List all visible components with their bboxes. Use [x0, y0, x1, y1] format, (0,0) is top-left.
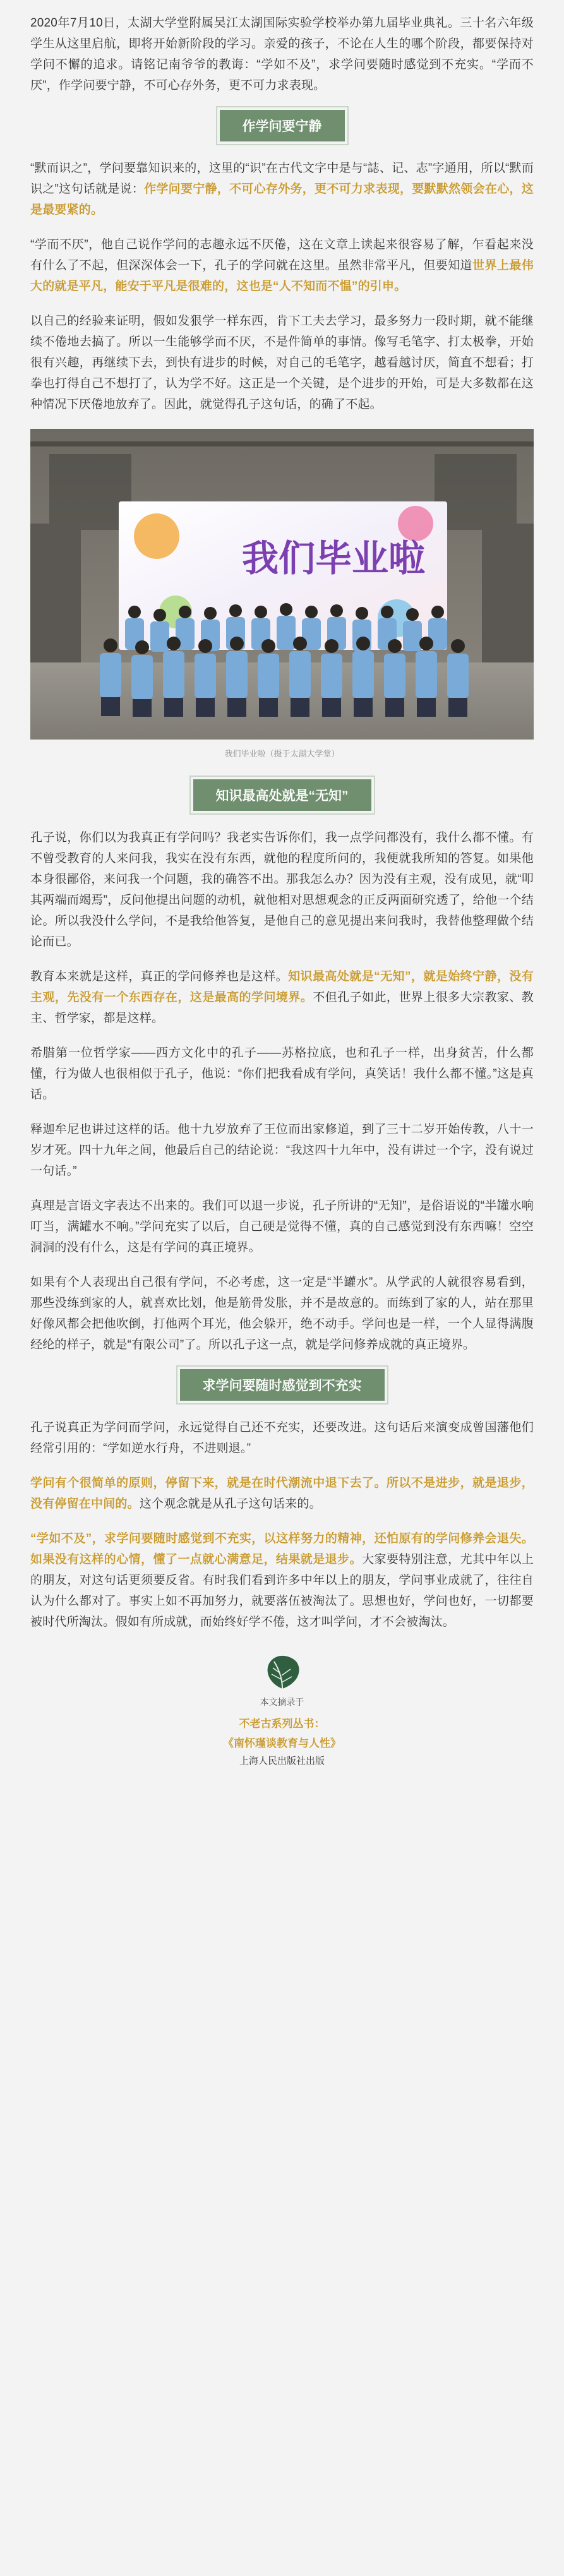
section2-paragraph-2	[30, 966, 534, 1029]
section2-paragraph-1: 孔子说，你们以为我真正有学问吗？我老实告诉你们，我一点学问都没有，我什么都不懂。有不曾受教育的人来问我，我实在没有东西，就他的程度所问的，我便就我所知的答复。如果他本身很鄙俗，来问我一个问题，我的确答不出。那我怎么办？因为没有主观，没有成见，就“叩其两端而竭焉”，反问他提出问题的动机，就他相对思想观念的正反两面研究透了，给他一个结论。所以我没什么学问，不是我给他答复，是他自己的意见提出来问我时，我替他整理做个结论而已。	[30, 831, 534, 949]
paragraph-text: “默而识之”，学问要靠知识来的，这里的“识”在古代文字中是与“誌、记、志”字通用，所以“默而识之”这句话就是说：	[30, 162, 534, 196]
section2-paragraph-5: 真理是言语文字表达不出来的。我们可以退一步说，孔子所讲的“无知”，是俗语说的“半罐水响叮当，满罐水不响。”学问充实了以后，自己硬是觉得不懂，真的自己感觉到没有东西嘛！空空洞洞的没有什么，这是有学问的真正境界。	[30, 1199, 534, 1254]
paragraph-text: 这个观念就是从孔子这句话来的。	[139, 1497, 321, 1511]
highlight-text: 知识最高处就是“无知”，就是始终宁静，没有主观，先没有一个东西存在，这是最高的学问境界。	[30, 970, 534, 1004]
section-heading-wrap	[30, 110, 534, 141]
paragraph-text: 教育本来就是这样，真正的学问修养也是这样。	[30, 970, 289, 983]
graduation-photo-block	[30, 429, 534, 759]
section3-paragraph-3	[30, 1528, 534, 1632]
highlight-text: “学如不及”，求学问要随时感觉到不充实，以这样努力的精神，还怕原有的学问修养会退失。如果没有这样的心情，懂了一点就心满意足，结果就是退步。	[30, 1532, 534, 1566]
section-heading-quiet-study: 作学问要宁静	[220, 110, 345, 141]
section-heading-never-satisfied: 求学问要随时感觉到不充实	[180, 1369, 385, 1401]
section1-paragraph-3: 以自己的经验来证明，假如发狠学一样东西，肯下工夫去学习，最多努力一段时期，就不能继续不倦地去搞了。所以一生能够学而不厌，不是件简单的事情。像写毛笔字、打太极拳，开始很有兴趣，再继续下去，到快有进步的时候，对自己的毛笔字，越看越讨厌，简直不想看；打拳也打得自己不想打了，认为学不好。这正是一个关键，是个进步的开始，可是大多数都在这种情况下厌倦地放弃了。因此，就觉得孔子这句话，的确了不起。	[30, 315, 534, 411]
paragraph-text: “学而不厌”，他自己说作学问的志趣永远不厌倦，这在文章上读起来很容易了解，乍看起来没有什么了不起，但深深体会一下，孔子的学问就在这里。虽然非常平凡，但要知道	[30, 238, 534, 272]
book-title: 《南怀瑾谈教育与人性》	[223, 1737, 341, 1749]
photo-caption: 我们毕业啦（摄于太湖大学堂）	[224, 749, 340, 758]
highlight-text: 世界上最伟大的就是平凡，能安于平凡是很难的，这也是“人不知而不愠”的引申。	[30, 259, 534, 293]
section2-paragraph-3: 希腊第一位哲学家——西方文化中的孔子——苏格拉底，也和孔子一样，出身贫苦，什么都懂，行为做人也很相似于孔子，他说：“你们把我看成有学问，真笑话！我什么都不懂。”这是真话。	[30, 1046, 534, 1101]
leaf-icon	[260, 1654, 304, 1692]
publisher: 上海人民出版社出版	[239, 1756, 325, 1766]
graduation-photo	[30, 429, 534, 740]
section-heading-wrap	[30, 779, 534, 811]
excerpt-note: 本文摘录于	[260, 1697, 304, 1707]
section3-paragraph-1: 孔子说真正为学问而学问，永远觉得自己还不充实，还要改进。这句话后来演变成曾国藩他们经常引用的：“学如逆水行舟，不进则退。”	[30, 1421, 534, 1455]
section-heading-highest-knowledge: 知识最高处就是“无知”	[193, 779, 371, 811]
section2-paragraph-4: 释迦牟尼也讲过这样的话。他十九岁放弃了王位而出家修道，到了三十二岁开始传教，八十一岁才死。四十九年之间，他最后自己的结论说：“我这四十九年中，没有讲过一个字，没有说过一句话。”	[30, 1123, 534, 1178]
book-footer	[30, 1654, 534, 1767]
series-title: 不老古系列丛书：	[239, 1718, 325, 1730]
section1-paragraph-1	[30, 158, 534, 220]
paragraph-text: 大家要特别注意，尤其中年以上的朋友，对这句话更须要反省。有时我们看到许多中年以上的朋友，学问事业成就了，往往自认为什么都对了。事实上如不再加努力，就要落伍被淘汰了。思想也好，学问也好，一切都要被时代所淘汰。假如有所成就，而始终好学不倦，这才叫学问，才不会被淘汰。	[30, 1553, 534, 1629]
highlight-text: 作学问要宁静，不可心存外务，更不可力求表现，要默默然领会在心，这是最要紧的。	[30, 183, 534, 217]
section3-paragraph-2	[30, 1473, 534, 1514]
intro-paragraph: 2020年7月10日，太湖大学堂附属吴江太湖国际实验学校举办第九届毕业典礼。三十名六年级学生从这里启航，即将开始新阶段的学习。亲爱的孩子，不论在人生的哪个阶段，都要保持对学问不懈的追求。请铭记南爷爷的教诲：“学如不及”，求学问要随时感觉到不充实。“学而不厌”，作学问要宁静，不可心存外务，更不可力求表现。	[30, 16, 534, 92]
banner-text: 我们毕业啦	[241, 537, 426, 580]
section1-paragraph-2	[30, 234, 534, 297]
highlight-text: 学问有个很简单的原则，停留下来，就是在时代潮流中退下去了。所以不是进步，就是退步，没有停留在中间的。	[30, 1477, 534, 1511]
section-heading-wrap	[30, 1369, 534, 1401]
paragraph-text: 不但孔子如此，世界上很多大宗教家、教主、哲学家，都是这样。	[30, 991, 534, 1025]
section2-paragraph-6: 如果有个人表现出自己很有学问，不必考虑，这一定是“半罐水”。从学武的人就很容易看到，那些没练到家的人，就喜欢比划，他是筋骨发胀，并不是故意的。而练到了家的人，站在那里好像风都会把他吹倒，打他两个耳光，他会躲开，绝不动手。学问也是一样，一个人显得满腹经纶的样子，就是“有限公司”了。所以孔子这一点，就是学问修养成就的真正境界。	[30, 1276, 534, 1351]
